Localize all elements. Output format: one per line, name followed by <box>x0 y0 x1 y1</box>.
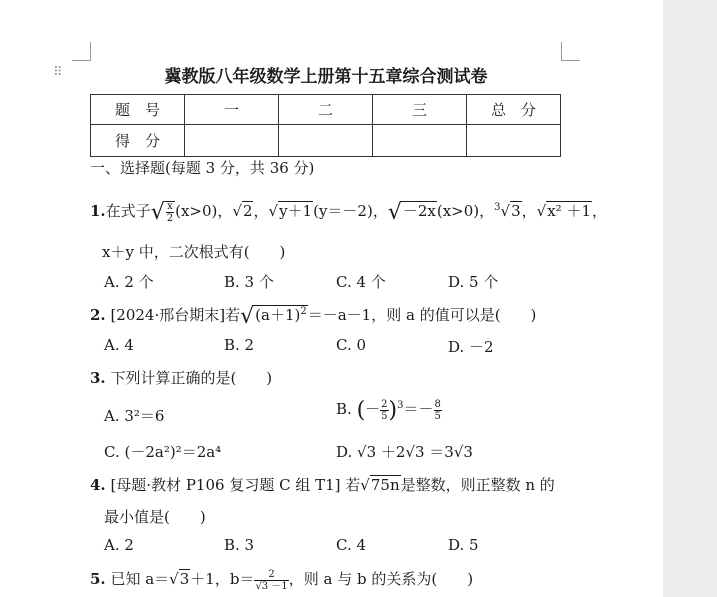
option-a[interactable]: A. 4 <box>104 336 134 354</box>
table-row <box>91 95 561 125</box>
option-b[interactable]: B. 3 个 <box>224 273 274 291</box>
option-c[interactable]: C. 4 个 <box>336 273 386 291</box>
option-c[interactable]: C. 0 <box>336 336 367 354</box>
option-d[interactable]: D. －2 <box>448 338 494 356</box>
table-cell[interactable] <box>279 125 373 157</box>
option-c[interactable]: C. (－2a²)²＝2a⁴ <box>104 443 222 461</box>
question-3: 3. 下列计算正确的是( ) <box>90 369 273 387</box>
question-1-line-2: x＋y 中，二次根式有( ) <box>102 243 286 261</box>
drag-handle-icon[interactable]: ⠿ <box>53 65 64 80</box>
table-cell: 一 <box>185 95 279 125</box>
option-a[interactable]: A. 2 个 <box>104 273 154 291</box>
option-a[interactable]: A. 2 <box>104 536 134 554</box>
page-corner-mark-left <box>72 42 91 61</box>
table-cell[interactable] <box>467 125 561 157</box>
option-b[interactable]: B. 3 <box>224 536 255 554</box>
section-heading: 一、选择题(每题 3 分，共 36 分) <box>90 159 315 177</box>
question-2: 2. [2024·邢台期末]若$√(a+1)^2=-a-1$，则 a 的值可以是( ) <box>90 304 537 329</box>
question-4: 4. [母题·教材 P106 复习题 C 组 T1] 若√75n是整数，则正整数 n 的 <box>90 476 555 494</box>
document-title: 冀教版八年级数学上册第十五章综合测试卷 <box>164 67 488 87</box>
option-b[interactable]: B. (－ $\frac{2}{5}$ )$^3$＝－ $\frac{8}{5}$ <box>336 398 441 423</box>
table-cell: 得 分 <box>91 125 185 157</box>
option-b[interactable]: B. 2 <box>224 336 255 354</box>
question-4-line-2: 最小值是( ) <box>104 508 206 526</box>
option-d[interactable]: D. √3 ＋2√3 ＝3√3 <box>336 443 473 461</box>
table-cell[interactable] <box>185 125 279 157</box>
question-1: 1.在式子√ $\frac{x}{2}$ (x>0)，√2，√y＋1(y＝－2)，√－2x(x>0)，$^3$√3，√x² ＋1， <box>90 200 608 225</box>
option-d[interactable]: D. 5 个 <box>448 273 499 291</box>
page-margin-area <box>663 0 717 597</box>
option-c[interactable]: C. 4 <box>336 536 367 554</box>
table-cell: 二 <box>279 95 373 125</box>
option-a[interactable]: A. 3²＝6 <box>104 407 165 425</box>
table-cell[interactable] <box>373 125 467 157</box>
table-cell: 题 号 <box>91 95 185 125</box>
page-corner-mark-right <box>561 42 580 61</box>
table-row <box>91 125 561 157</box>
question-5: 5. 已知 a＝√3＋1，b＝ $\frac{2}{√3 -1}$ ，则 a 与 b 的关系为( ) <box>90 568 474 592</box>
table-cell: 三 <box>373 95 467 125</box>
table-cell: 总 分 <box>467 95 561 125</box>
option-d[interactable]: D. 5 <box>448 536 479 554</box>
score-table <box>90 94 561 157</box>
